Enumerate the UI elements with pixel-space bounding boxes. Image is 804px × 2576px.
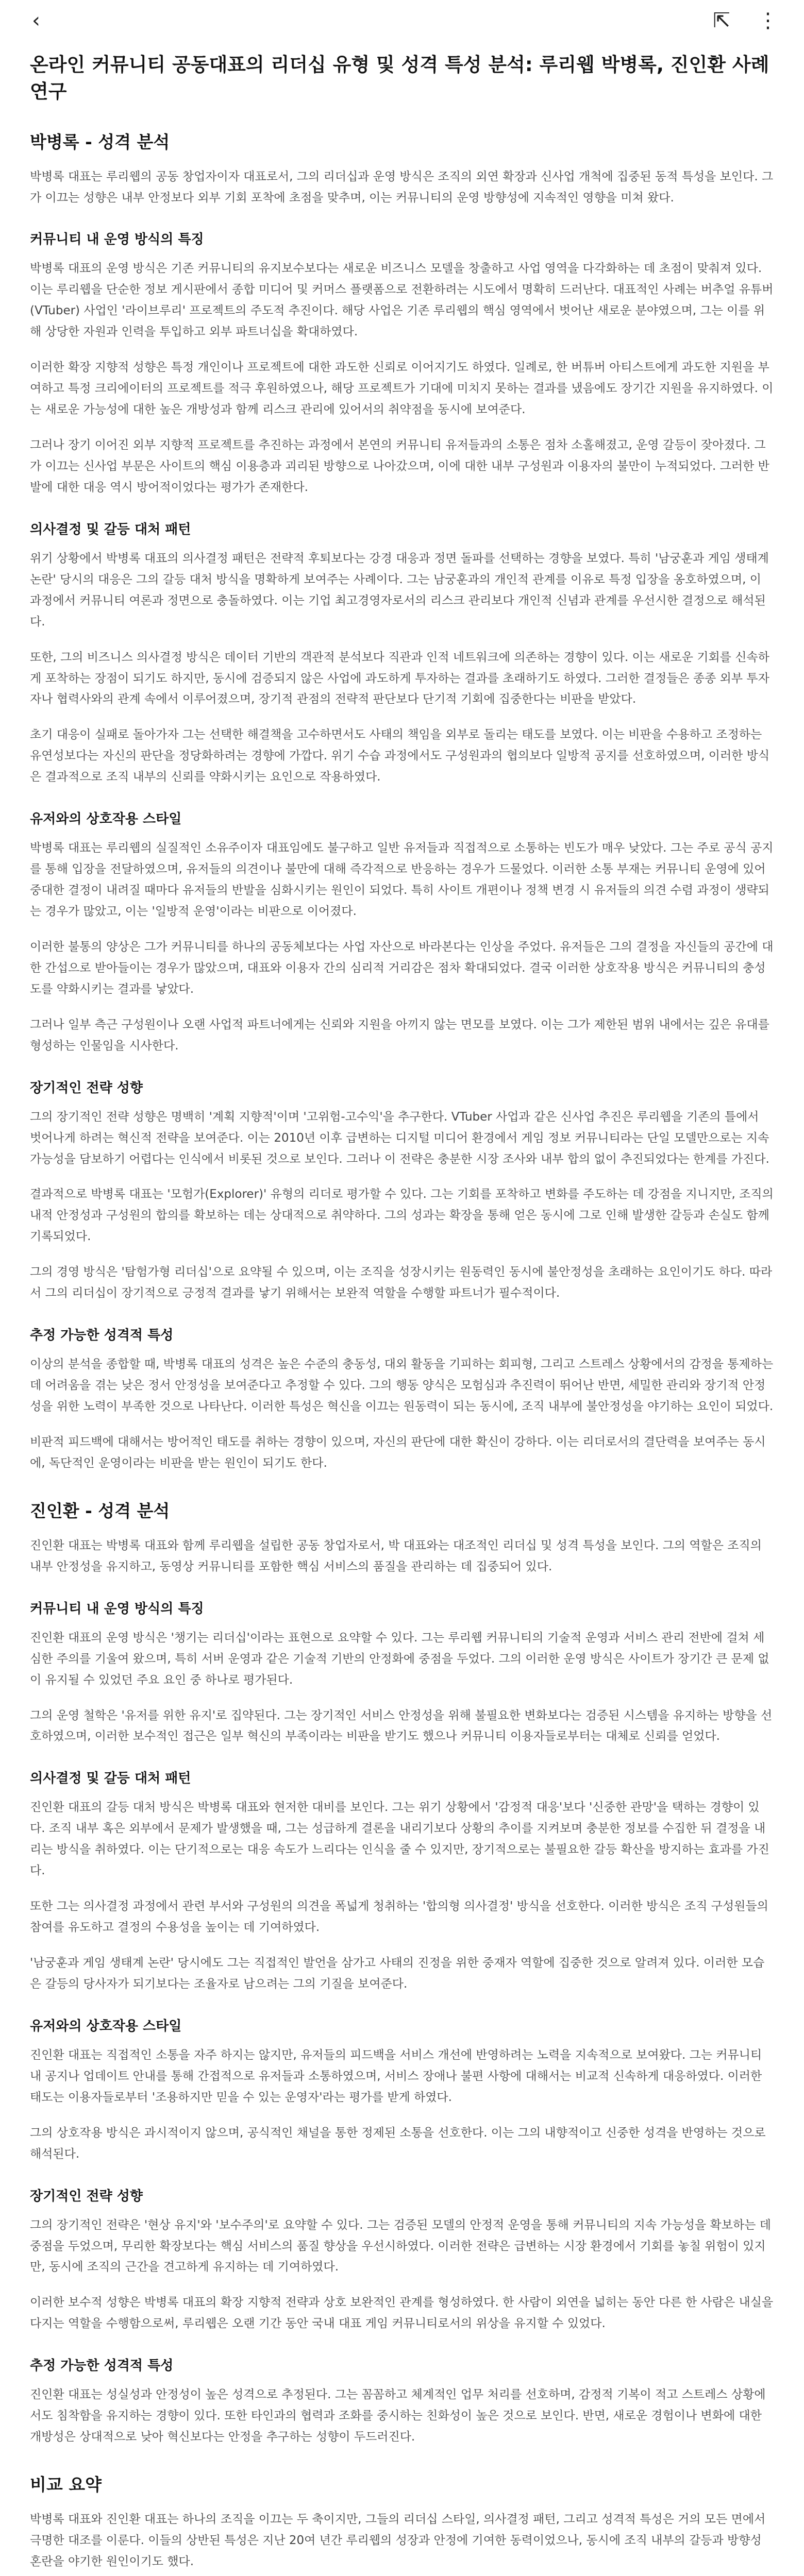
subsection-heading: 유저와의 상호작용 스타일 [30, 811, 182, 827]
paragraph: 위기 상황에서 박병록 대표의 의사결정 패턴은 전략적 후퇴보다는 강경 대응과 정면 돌파를 선택하는 경향을 보였다. 특히 '남궁훈과 게임 생태계 논란' 당시의 대응은 그의 갈등 대처 방식을 명확하게 보여주는 사례이다. 그는 남궁훈과의 개인적 관계를 이유로 특정 입장을 옹호하였으며, 이 과정에서 커뮤니티 여론과 정면으로 충돌하였다. 이는 기업 최고경영자로서의 리스크 관리보다 개인적 신념과 관계를 우선시한 결정으로 해석된다. [30, 551, 769, 629]
paragraph: 그의 장기적인 전략은 '현상 유지'와 '보수주의'로 요약할 수 있다. 그는 검증된 모델의 안정적 운영을 통해 커뮤니티의 지속 가능성을 확보하는 데 중점을 두었으며, 무리한 확장보다는 핵심 서비스의 품질 향상을 우선시하였다. 이러한 전략은 급변하는 시장 환경에서 기회를 놓칠 위험이 있지만, 동시에 조직의 근간을 견고하게 유지하는 데 기여하였다. [30, 2218, 771, 2274]
paragraph: 이러한 불통의 양상은 그가 커뮤니티를 하나의 공동체보다는 사업 자산으로 바라본다는 인상을 주었다. 유저들은 그의 결정을 자신들의 공간에 대한 간섭으로 받아들이는 경우가 많았으며, 대표와 이용자 간의 심리적 거리감은 점차 확대되었다. 결국 이러한 상호작용 방식은 커뮤니티의 충성도를 약화시키는 결과를 낳았다. [30, 940, 774, 996]
paragraph: 초기 대응이 실패로 돌아가자 그는 선택한 해결책을 고수하면서도 사태의 책임을 외부로 돌리는 태도를 보였다. 이는 비판을 수용하고 조정하는 유연성보다는 자신의 판단을 정당화하려는 경향에 가깝다. 위기 수습 과정에서도 구성원과의 협의보다 일방적 공지를 선호하였으며, 이러한 방식은 결과적으로 조직 내부의 신뢰를 약화시키는 요인으로 작용하였다. [30, 728, 770, 784]
paragraph: 그의 경영 방식은 '탐험가형 리더십'으로 요약될 수 있으며, 이는 조직을 성장시키는 원동력인 동시에 불안정성을 초래하는 요인이기도 하다. 따라서 그의 리더십이 장기적으로 긍정적 결과를 낳기 위해서는 보완적 역할을 수행할 파트너가 필수적이다. [30, 1265, 773, 1300]
subsection-heading: 장기적인 전략 성향 [30, 2188, 143, 2204]
paragraph: 결과적으로 박병록 대표는 '모험가(Explorer)' 유형의 리더로 평가할 수 있다. 그는 기회를 포착하고 변화를 주도하는 데 강점을 지니지만, 조직의 내적 안정성과 구성원의 합의를 확보하는 데는 상대적으로 취약하다. 그의 성과는 확장을 통해 얻은 동시에 그로 인해 발생한 갈등과 손실도 함께 기록되었다. [30, 1188, 774, 1244]
subsection-heading: 커뮤니티 내 운영 방식의 특징 [30, 1601, 204, 1617]
paragraph: 비판적 피드백에 대해서는 방어적인 태도를 취하는 경향이 있으며, 자신의 판단에 대한 확신이 강하다. 이는 리더로서의 결단력을 보여주는 동시에, 독단적인 운영이라는 비판을 받는 원인이 되기도 한다. [30, 1435, 766, 1470]
subsection-heading: 추정 가능한 성격적 특성 [30, 2358, 174, 2374]
document-title: 온라인 커뮤니티 공동대표의 리더십 유형 및 성격 특성 분석: 루리웹 박병록, 진인환 사례 연구 [30, 54, 769, 103]
paragraph: 그러나 장기 이어진 외부 지향적 프로젝트를 추진하는 과정에서 본연의 커뮤니티 유저들과의 소통은 점차 소홀해졌고, 운영 갈등이 잦아졌다. 그가 이끄는 신사업 부문은 사이트의 핵심 이용층과 괴리된 방향으로 나아갔으며, 이에 대한 내부 구성원과 이용자의 불만이 누적되었다. 그러한 반발에 대한 대응 역시 방어적이었다는 평가가 존재한다. [30, 438, 769, 494]
subsection-heading: 유저와의 상호작용 스타일 [30, 2018, 182, 2034]
paragraph: 이상의 분석을 종합할 때, 박병록 대표의 성격은 높은 수준의 충동성, 대외 활동을 기피하는 회피형, 그리고 스트레스 상황에서의 감정을 통제하는 데 어려움을 겪는 낮은 정서 안정성을 보여준다고 추정할 수 있다. 그의 행동 양식은 모험심과 추진력이 뛰어난 반면, 세밀한 관리와 장기적 안정성을 위한 노력이 부족한 것으로 나타난다. 이러한 특성은 혁신을 이끄는 원동력이 되는 동시에, 조직 내부에 불안정성을 야기하는 요인이 되었다. [30, 1358, 774, 1414]
share-icon[interactable]: ⇱ [713, 9, 730, 32]
section-intro: 박병록 대표는 루리웹의 공동 창업자이자 대표로서, 그의 리더십과 운영 방식은 조직의 외연 확장과 신사업 개척에 집중된 동적 특성을 보인다. 그가 이끄는 성향은 내부 안정보다 외부 기회 포착에 초점을 맞추며, 이는 커뮤니티의 운영 방향성에 지속적인 영향을 미쳐 왔다. [30, 170, 774, 205]
paragraph: 이러한 보수적 성향은 박병록 대표의 확장 지향적 전략과 상호 보완적인 관계를 형성하였다. 한 사람이 외연을 넓히는 동안 다른 한 사람은 내실을 다지는 역할을 수행함으로써, 루리웹은 오랜 기간 동안 국내 대표 게임 커뮤니티로서의 위상을 유지할 수 있었다. [30, 2296, 774, 2331]
subsection-heading: 의사결정 및 갈등 대처 패턴 [30, 1771, 191, 1787]
subsection-heading: 장기적인 전략 성향 [30, 1080, 143, 1096]
top-bar [0, 0, 804, 41]
paragraph: '남궁훈과 게임 생태계 논란' 당시에도 그는 직접적인 발언을 삼가고 사태의 진정을 위한 중재자 역할에 집중한 것으로 알려져 있다. 이러한 모습은 갈등의 당사자가 되기보다는 조율자로 남으려는 그의 기질을 보여준다. [30, 1956, 765, 1991]
paragraph: 진인환 대표의 운영 방식은 '챙기는 리더십'이라는 표현으로 요약할 수 있다. 그는 루리웹 커뮤니티의 기술적 운영과 서비스 관리 전반에 걸쳐 세심한 주의를 기울여 왔으며, 특히 서버 운영과 같은 기술적 기반의 안정화에 중점을 두었다. 그의 이러한 운영 방식은 사이트가 장기간 큰 문제 없이 유지될 수 있었던 주요 요인 중 하나로 평가된다. [30, 1631, 769, 1687]
subsection-heading: 의사결정 및 갈등 대처 패턴 [30, 521, 191, 537]
section-intro: 박병록 대표와 진인환 대표는 하나의 조직을 이끄는 두 축이지만, 그들의 리더십 스타일, 의사결정 패턴, 그리고 성격적 특성은 거의 모든 면에서 극명한 대조를 이룬다. 이들의 상반된 특성은 지난 20여 년간 루리웹의 성장과 안정에 기여한 동력이었으나, 동시에 조직 내부의 갈등과 방향성 혼란을 야기한 원인이기도 했다. [30, 2513, 766, 2568]
document-body [0, 52, 804, 2576]
paragraph: 진인환 대표는 성실성과 안정성이 높은 성격으로 추정된다. 그는 꼼꼼하고 체계적인 업무 처리를 선호하며, 감정적 기복이 적고 스트레스 상황에서도 침착함을 유지하는 경향이 있다. 또한 타인과의 협력과 조화를 중시하는 친화성이 높은 것으로 보인다. 반면, 새로운 경험이나 변화에 대한 개방성은 상대적으로 낮아 혁신보다는 안정을 추구하는 성향이 두드러진다. [30, 2388, 766, 2444]
section-heading: 비교 요약 [30, 2475, 102, 2495]
paragraph: 또한, 그의 비즈니스 의사결정 방식은 데이터 기반의 객관적 분석보다 직관과 인적 네트워크에 의존하는 경향이 있다. 이는 새로운 기회를 신속하게 포착하는 장점이 되기도 하지만, 동시에 검증되지 않은 사업에 과도하게 투자하는 결과를 초래하기도 하였다. 그러한 결정들은 종종 외부 투자자나 협력사와의 관계 속에서 이루어졌으며, 장기적 관점의 전략적 판단보다 단기적 기회에 집중한다는 비판을 받았다. [30, 650, 769, 706]
subsection-heading: 추정 가능한 성격적 특성 [30, 1328, 174, 1344]
section-heading: 진인환 - 성격 분석 [30, 1500, 170, 1521]
section-intro: 진인환 대표는 박병록 대표와 함께 루리웹을 설립한 공동 창업자로서, 박 대표와는 대조적인 리더십 및 성격 특성을 보인다. 그의 역할은 조직의 내부 안정성을 유지하고, 동영상 커뮤니티를 포함한 핵심 서비스의 품질을 관리하는 데 집중되어 있다. [30, 1538, 762, 1573]
more-options-icon[interactable]: ⋮ [758, 9, 778, 32]
paragraph: 박병록 대표의 운영 방식은 기존 커뮤니티의 유지보수보다는 새로운 비즈니스 모델을 창출하고 사업 영역을 다각화하는 데 초점이 맞춰져 있다. 이는 루리웹을 단순한 정보 게시판에서 종합 미디어 및 커머스 플랫폼으로 전환하려는 시도에서 명확히 드러난다. 대표적인 사례는 버추얼 유튜버(VTuber) 사업인 '라이브루리' 프로젝트의 주도적 추진이다. 해당 사업은 기존 루리웹의 핵심 영역에서 벗어난 새로운 분야였으며, 그는 이를 위해 상당한 자원과 인력을 투입하고 외부 파트너십을 확대하였다. [30, 262, 774, 339]
paragraph: 그의 장기적인 전략 성향은 명백히 '계획 지향적'이며 '고위험-고수익'을 추구한다. VTuber 사업과 같은 신사업 추진은 루리웹을 기존의 틀에서 벗어나게 하려는 혁신적 전략을 보여준다. 이는 2010년 이후 급변하는 디지털 미디어 환경에서 게임 정보 커뮤니티라는 단일 모델만으로는 지속 가능성을 담보하기 어렵다는 인식에서 비롯된 것으로 보인다. 그러나 이 전략은 충분한 시장 조사와 내부 합의 없이 추진되었다는 한계를 가진다. [30, 1110, 769, 1166]
paragraph: 또한 그는 의사결정 과정에서 관련 부서와 구성원의 의견을 폭넓게 청취하는 '합의형 의사결정' 방식을 선호한다. 이러한 방식은 조직 구성원들의 참여를 유도하고 결정의 수용성을 높이는 데 기여하였다. [30, 1900, 768, 1935]
back-chevron-icon[interactable]: ‹ [32, 9, 40, 32]
paragraph: 그의 운영 철학은 '유저를 위한 유지'로 집약된다. 그는 장기적인 서비스 안정성을 위해 불필요한 변화보다는 검증된 시스템을 유지하는 방향을 선호하였으며, 이러한 보수적인 접근은 일부 혁신의 부족이라는 비판을 받기도 했으나 커뮤니티 이용자들로부터는 대체로 신뢰를 얻었다. [30, 1708, 773, 1743]
paragraph: 이러한 확장 지향적 성향은 특정 개인이나 프로젝트에 대한 과도한 신뢰로 이어지기도 하였다. 일례로, 한 버튜버 아티스트에게 과도한 지원을 부여하고 특정 크리에이터의 프로젝트를 적극 후원하였으나, 해당 프로젝트가 기대에 미치지 못하는 결과를 냈음에도 장기간 지원을 유지하였다. 이는 새로운 가능성에 대한 높은 개방성과 함께 리스크 관리에 있어서의 취약점을 동시에 보여준다. [30, 361, 774, 417]
subsection-heading: 커뮤니티 내 운영 방식의 특징 [30, 232, 204, 248]
paragraph: 그러나 일부 측근 구성원이나 오랜 사업적 파트너에게는 신뢰와 지원을 아끼지 않는 면모를 보였다. 이는 그가 제한된 범위 내에서는 깊은 유대를 형성하는 인물임을 시사한다. [30, 1018, 769, 1053]
paragraph: 박병록 대표는 루리웹의 실질적인 소유주이자 대표임에도 불구하고 일반 유저들과 직접적으로 소통하는 빈도가 매우 낮았다. 그는 주로 공식 공지를 통해 입장을 전달하였으며, 유저들의 의견이나 불만에 대해 즉각적으로 반응하는 경우가 드물었다. 이러한 소통 부재는 커뮤니티 운영에 있어 중대한 결정이 내려질 때마다 유저들의 반발을 심화시키는 원인이 되었다. 특히 사이트 개편이나 정책 변경 시 유저들의 의견 수렴 과정이 생략되는 경우가 많았고, 이는 '일방적 운영'이라는 비판으로 이어졌다. [30, 841, 774, 919]
paragraph: 진인환 대표의 갈등 대처 방식은 박병록 대표와 현저한 대비를 보인다. 그는 위기 상황에서 '감정적 대응'보다 '신중한 관망'을 택하는 경향이 있다. 조직 내부 혹은 외부에서 문제가 발생했을 때, 그는 성급하게 결론을 내리기보다 상황의 추이를 지켜보며 충분한 정보를 수집한 뒤 결정을 내리는 방식을 취하였다. 이는 단기적으로는 대응 속도가 느리다는 인식을 줄 수 있지만, 장기적으로는 불필요한 갈등 확산을 방지하는 효과를 가진다. [30, 1801, 769, 1878]
section-heading: 박병록 - 성격 분석 [30, 131, 170, 152]
paragraph: 그의 상호작용 방식은 과시적이지 않으며, 공식적인 채널을 통한 정제된 소통을 선호한다. 이는 그의 내향적이고 신중한 성격을 반영하는 것으로 해석된다. [30, 2126, 766, 2161]
paragraph: 진인환 대표는 직접적인 소통을 자주 하지는 않지만, 유저들의 피드백을 서비스 개선에 반영하려는 노력을 지속적으로 보여왔다. 그는 커뮤니티 내 공지나 업데이트 안내를 통해 간접적으로 유저들과 소통하였으며, 서비스 장애나 불편 사항에 대해서는 비교적 신속하게 대응하였다. 이러한 태도는 이용자들로부터 '조용하지만 믿을 수 있는 운영자'라는 평가를 받게 하였다. [30, 2048, 762, 2104]
